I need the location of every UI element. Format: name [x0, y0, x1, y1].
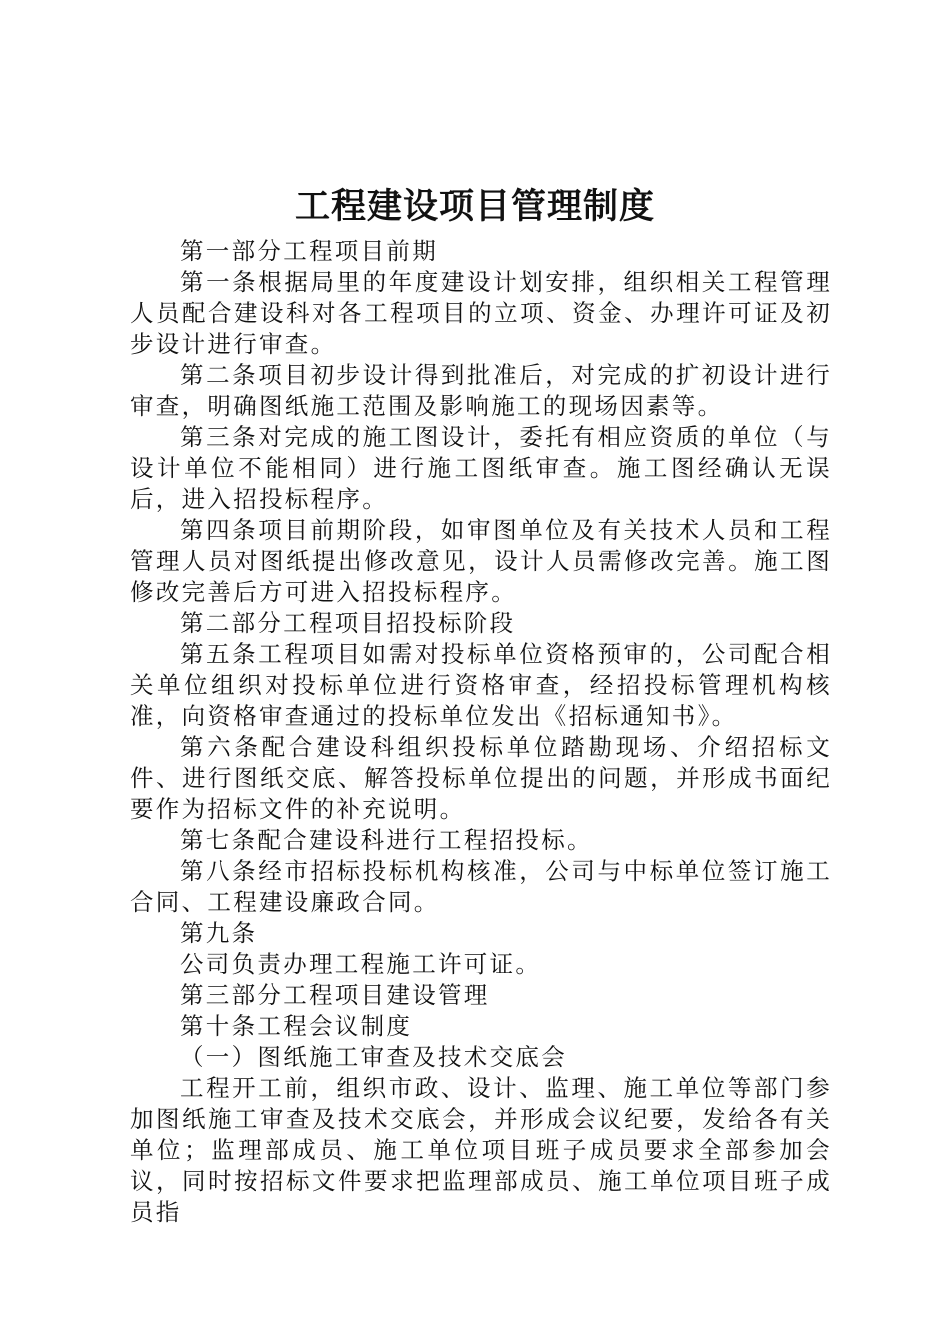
article-6: 第六条配合建设科组织投标单位踏勘现场、介绍招标文件、进行图纸交底、解答投标单位提出的问题，并形成书面纪要作为招标文件的补充说明。 [130, 733, 832, 823]
article-4: 第四条项目前期阶段，如审图单位及有关技术人员和工程管理人员对图纸提出修改意见，设计人员需修改完善。施工图修改完善后方可进入招投标程序。 [130, 516, 832, 606]
subsection-1-body: 工程开工前，组织市政、设计、监理、施工单位等部门参加图纸施工审查及技术交底会，并形成会议纪要，发给各有关单位；监理部成员、施工单位项目班子成员要求全部参加会议，同时按招标文件要求把监理部成员、施工单位项目班子成员指 [130, 1074, 832, 1226]
article-8: 第八条经市招标投标机构核准，公司与中标单位签订施工合同、工程建设廉政合同。 [130, 857, 832, 916]
document-body [130, 236, 832, 1228]
article-2: 第二条项目初步设计得到批准后，对完成的扩初设计进行审查，明确图纸施工范围及影响施工的现场因素等。 [130, 361, 832, 420]
article-1: 第一条根据局里的年度建设计划安排，组织相关工程管理人员配合建设科对各工程项目的立项、资金、办理许可证及初步设计进行审查。 [130, 268, 832, 358]
section-heading-part-1: 第一部分工程项目前期 [180, 237, 438, 265]
document-title: 工程建设项目管理制度 [294, 186, 655, 227]
article-9-heading: 第九条 [180, 919, 258, 947]
article-9-body: 公司负责办理工程施工许可证。 [180, 950, 542, 978]
article-10-heading: 第十条工程会议制度 [180, 1012, 413, 1040]
article-5: 第五条工程项目如需对投标单位资格预审的，公司配合相关单位组织对投标单位进行资格审查，经招投标管理机构核准，向资格审查通过的投标单位发出《招标通知书》。 [130, 640, 832, 730]
article-3: 第三条对完成的施工图设计，委托有相应资质的单位（与设计单位不能相同）进行施工图纸审查。施工图经确认无误后，进入招投标程序。 [130, 423, 832, 513]
article-7: 第七条配合建设科进行工程招投标。 [180, 826, 593, 854]
subsection-heading-1: （一）图纸施工审查及技术交底会 [180, 1043, 567, 1071]
section-heading-part-3: 第三部分工程项目建设管理 [180, 981, 490, 1009]
section-heading-part-2: 第二部分工程项目招投标阶段 [180, 609, 516, 637]
